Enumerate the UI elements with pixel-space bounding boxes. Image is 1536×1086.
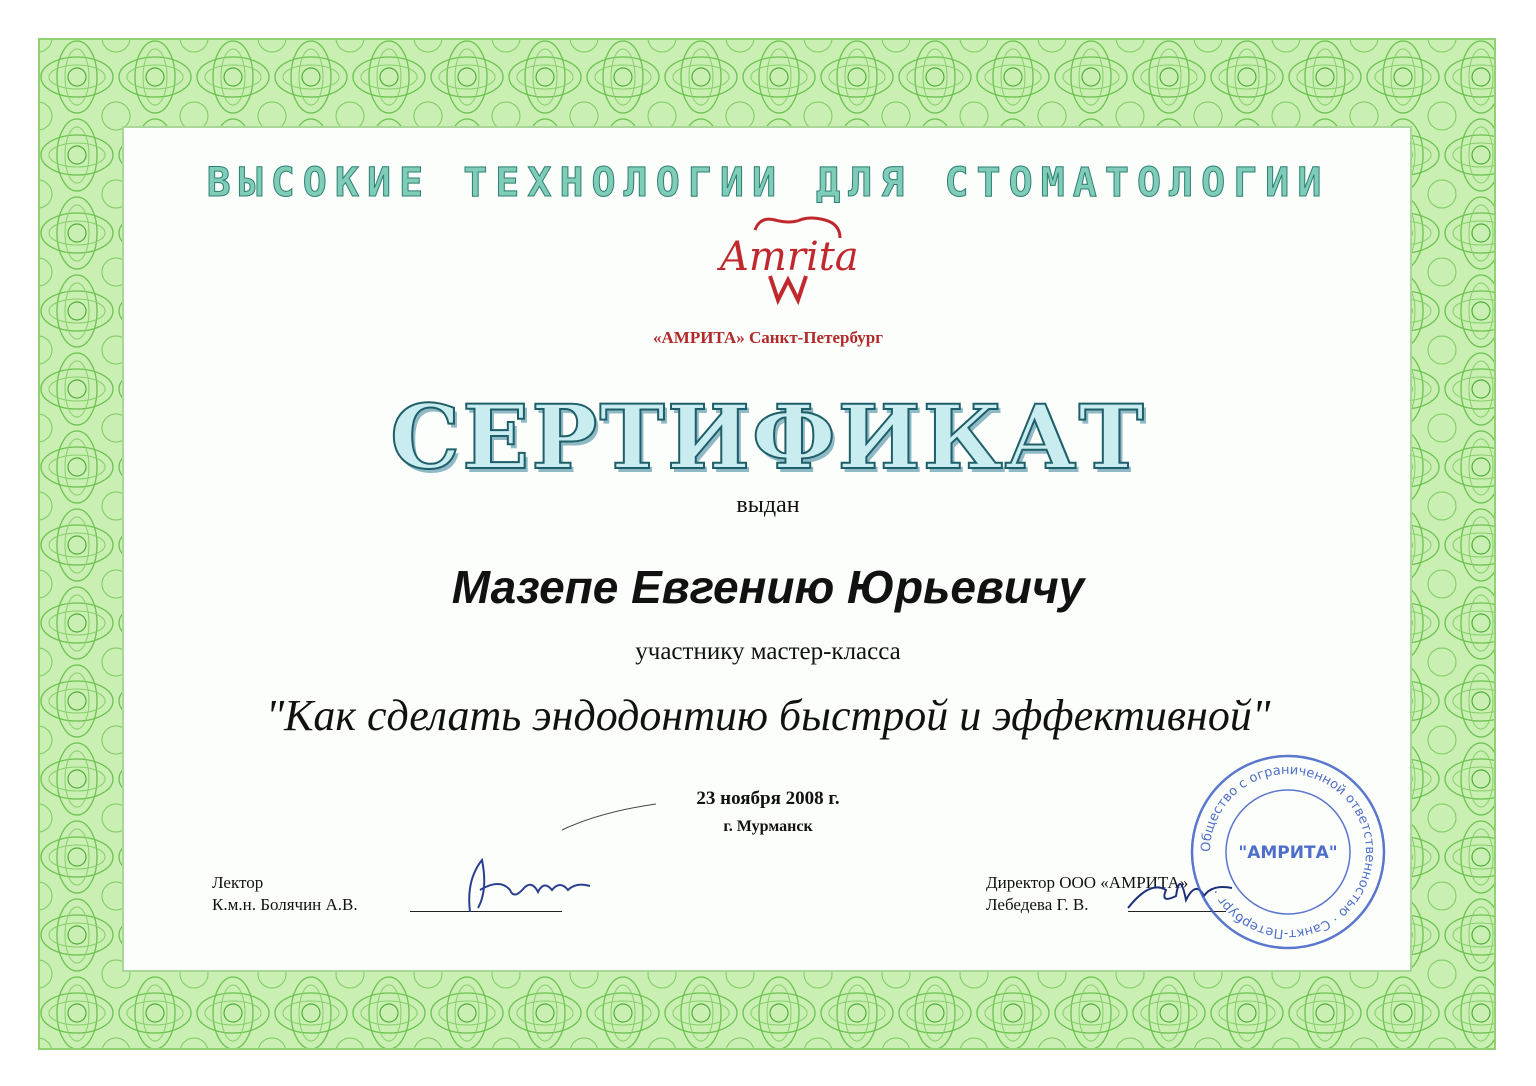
certificate-title: СЕРТИФИКАТ: [390, 385, 1146, 489]
organization-line: «АМРИТА» Санкт-Петербург: [653, 328, 883, 347]
recipient-name: Мазепе Евгению Юрьевичу: [451, 561, 1085, 613]
lector-signature: [440, 850, 610, 920]
issued-label: выдан: [736, 492, 800, 518]
event-date: 23 ноября 2008 г.: [696, 788, 840, 809]
company-stamp: [1188, 752, 1388, 952]
lector-block: [212, 872, 358, 916]
lector-name: К.м.н. Болячин А.В.: [212, 895, 358, 914]
event-city: г. Мурманск: [723, 818, 813, 835]
svg-text:Amrita: Amrita: [720, 234, 859, 280]
stamp-ring-text: Общество с ограниченной ответственностью · Санкт-Петербург ·: [1198, 762, 1378, 942]
lector-role: Лектор: [212, 873, 264, 892]
tagline: ВЫСОКИЕ ТЕХНОЛОГИИ ДЛЯ СТОМАТОЛОГИИ: [206, 160, 1330, 206]
director-name: Лебедева Г. В.: [986, 895, 1089, 914]
participant-label: участнику мастер-класса: [635, 638, 901, 665]
director-role: Директор ООО «АМРИТА»: [986, 873, 1189, 892]
decorative-stroke: [560, 800, 660, 840]
amrita-logo: [700, 208, 900, 308]
course-title: "Как сделать эндодонтию быстрой и эффективной": [265, 691, 1271, 740]
stamp-center-text: "АМРИТА": [1238, 843, 1338, 863]
